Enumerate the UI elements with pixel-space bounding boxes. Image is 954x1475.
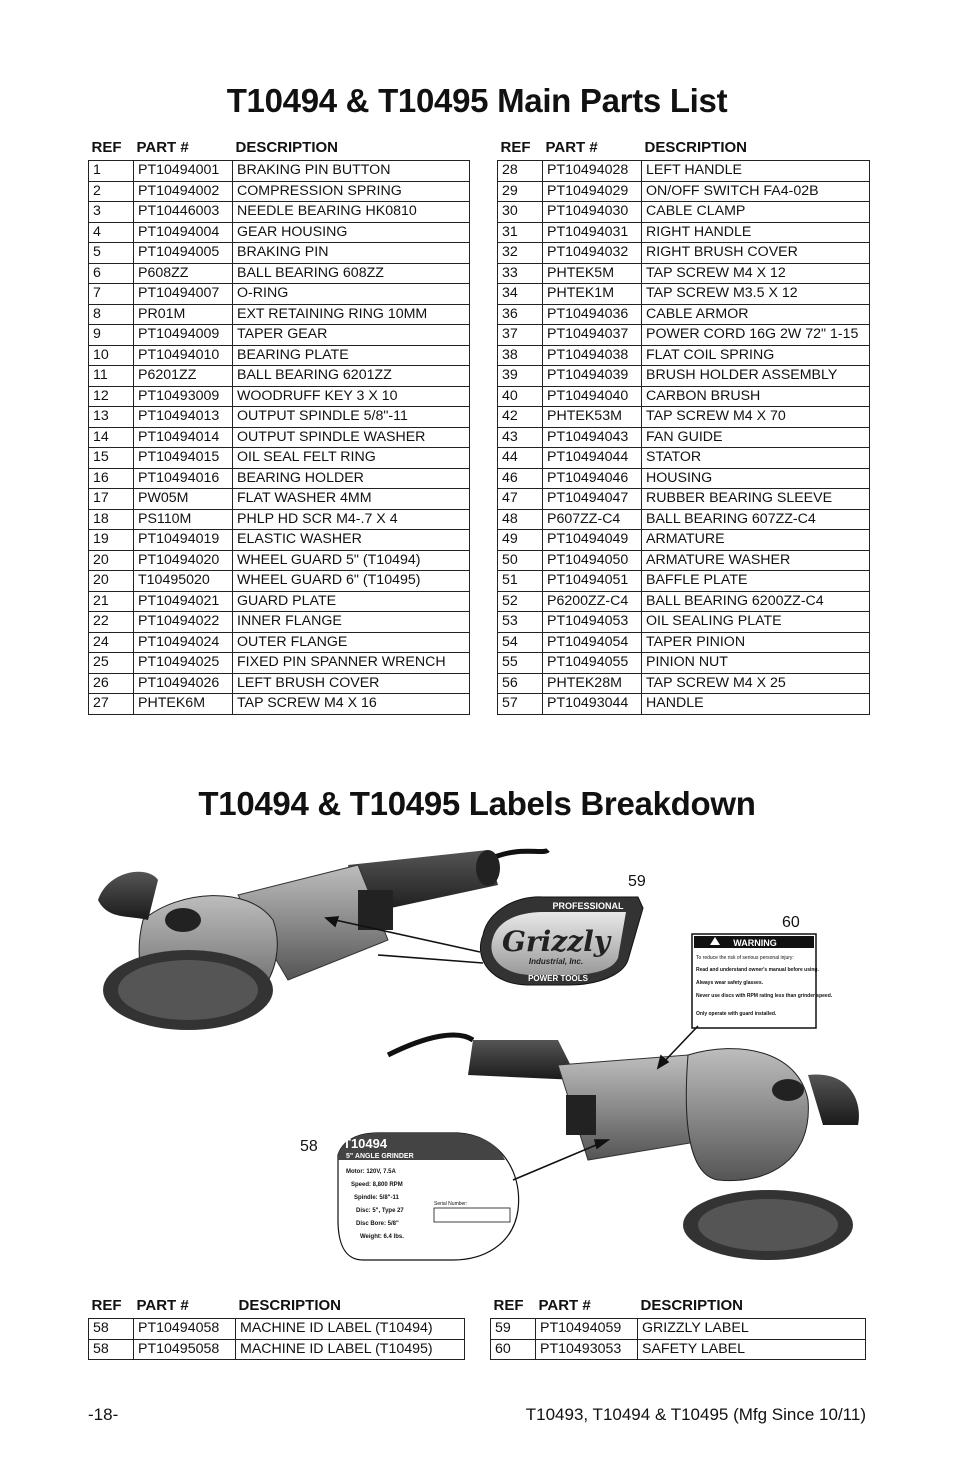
part-number-cell: PHTEK28M [543, 673, 642, 694]
table-row [89, 653, 470, 674]
table-row [498, 304, 870, 325]
description-cell: BRAKING PIN [233, 243, 470, 264]
ref-header: REF [91, 1297, 122, 1314]
part-number-cell: PT10494053 [543, 612, 642, 633]
table-row [498, 448, 870, 469]
ref-header: REF [91, 139, 122, 156]
warning-item: Read and understand owner's manual before using. [696, 967, 819, 973]
part-header: PART # [538, 1297, 591, 1314]
table-row [89, 407, 470, 428]
warning-item: Always wear safety glasses. [696, 980, 763, 986]
ref-cell: 4 [89, 222, 134, 243]
description-cell: SAFETY LABEL [638, 1339, 866, 1360]
table-row [498, 468, 870, 489]
description-cell: BAFFLE PLATE [642, 571, 870, 592]
ref-cell: 56 [498, 673, 543, 694]
part-number-cell: PT10494054 [543, 632, 642, 653]
part-number-cell: PT10494024 [134, 632, 233, 653]
table-row [498, 550, 870, 571]
table-row [89, 161, 470, 182]
table-row [498, 366, 870, 387]
table-row [498, 161, 870, 182]
description-cell: TAP SCREW M4 X 70 [642, 407, 870, 428]
warning-label [692, 934, 833, 1028]
description-cell: COMPRESSION SPRING [233, 181, 470, 202]
table-row [89, 427, 470, 448]
ref-cell: 32 [498, 243, 543, 264]
table-row [89, 448, 470, 469]
serial-number-box [434, 1208, 510, 1222]
description-cell: FLAT WASHER 4MM [233, 489, 470, 510]
ref-cell: 11 [89, 366, 134, 387]
part-number-cell: PT10494039 [543, 366, 642, 387]
part-number-cell: PS110M [134, 509, 233, 530]
part-number-cell: PT10494001 [134, 161, 233, 182]
part-number-cell: PHTEK53M [543, 407, 642, 428]
part-number-cell: PT10494038 [543, 345, 642, 366]
part-number-cell: PT10446003 [134, 202, 233, 223]
callout-58: 58 [300, 1138, 318, 1155]
description-cell: TAPER GEAR [233, 325, 470, 346]
part-header: PART # [136, 139, 189, 156]
ref-cell: 50 [498, 550, 543, 571]
table-row [498, 591, 870, 612]
ref-cell: 6 [89, 263, 134, 284]
warning-item: Never use discs with RPM rating less than grinder speed. [696, 993, 833, 999]
parts-table-right [497, 134, 870, 715]
part-number-cell: P608ZZ [134, 263, 233, 284]
ref-header: REF [500, 139, 531, 156]
table-row [498, 284, 870, 305]
description-cell: O-RING [233, 284, 470, 305]
description-cell: TAPER PINION [642, 632, 870, 653]
description-cell: GUARD PLATE [233, 591, 470, 612]
description-cell: TAP SCREW M4 X 25 [642, 673, 870, 694]
ref-cell: 40 [498, 386, 543, 407]
description-cell: TAP SCREW M3.5 X 12 [642, 284, 870, 305]
table-row [89, 673, 470, 694]
table-row [89, 304, 470, 325]
part-number-cell: PT10494021 [134, 591, 233, 612]
ref-cell: 55 [498, 653, 543, 674]
ref-cell: 38 [498, 345, 543, 366]
table-row [89, 1319, 465, 1340]
description-cell: BALL BEARING 607ZZ-C4 [642, 509, 870, 530]
table-row [498, 489, 870, 510]
ref-cell: 33 [498, 263, 543, 284]
part-number-cell: PT10494010 [134, 345, 233, 366]
description-cell: FLAT COIL SPRING [642, 345, 870, 366]
description-cell: MACHINE ID LABEL (T10495) [236, 1339, 465, 1360]
ref-cell: 8 [89, 304, 134, 325]
ref-cell: 5 [89, 243, 134, 264]
description-cell: BEARING HOLDER [233, 468, 470, 489]
table-row [498, 427, 870, 448]
description-cell: HOUSING [642, 468, 870, 489]
part-number-cell: PT10494049 [543, 530, 642, 551]
table-row [498, 571, 870, 592]
description-cell: WHEEL GUARD 6" (T10495) [233, 571, 470, 592]
ref-cell: 52 [498, 591, 543, 612]
id-label-spec: Spindle: 5/8"-11 [354, 1195, 399, 1201]
table-row [89, 202, 470, 223]
labels-table-left [88, 1292, 465, 1360]
description-cell: PHLP HD SCR M4-.7 X 4 [233, 509, 470, 530]
part-number-cell: PT10494051 [543, 571, 642, 592]
description-cell: BRAKING PIN BUTTON [233, 161, 470, 182]
part-number-cell: PHTEK5M [543, 263, 642, 284]
table-row [89, 386, 470, 407]
ref-cell: 21 [89, 591, 134, 612]
part-number-cell: PT10494028 [543, 161, 642, 182]
part-number-cell: PT10494013 [134, 407, 233, 428]
description-cell: WHEEL GUARD 5" (T10494) [233, 550, 470, 571]
description-cell: ELASTIC WASHER [233, 530, 470, 551]
ref-cell: 14 [89, 427, 134, 448]
table-row [89, 612, 470, 633]
table-row [491, 1339, 866, 1360]
table-row [89, 530, 470, 551]
page-number: -18- [88, 1405, 119, 1424]
part-number-cell: PT10494005 [134, 243, 233, 264]
id-label-model: T10494 [343, 1136, 388, 1151]
table-row [89, 468, 470, 489]
description-cell: NEEDLE BEARING HK0810 [233, 202, 470, 223]
ref-cell: 7 [89, 284, 134, 305]
table-row [498, 530, 870, 551]
ref-cell: 59 [491, 1319, 536, 1340]
machine-id-label [338, 1133, 519, 1260]
table-row [498, 325, 870, 346]
description-cell: FAN GUIDE [642, 427, 870, 448]
grinder-illustration [88, 840, 870, 1280]
part-number-cell: PHTEK1M [543, 284, 642, 305]
part-number-cell: PT10494047 [543, 489, 642, 510]
description-cell: ARMATURE WASHER [642, 550, 870, 571]
description-cell: ON/OFF SWITCH FA4-02B [642, 181, 870, 202]
ref-cell: 60 [491, 1339, 536, 1360]
id-label-spec: Motor: 120V, 7.5A [346, 1169, 396, 1175]
ref-cell: 12 [89, 386, 134, 407]
ref-cell: 39 [498, 366, 543, 387]
id-label-spec: Disc: 5", Type 27 [356, 1208, 404, 1214]
ref-cell: 3 [89, 202, 134, 223]
part-number-cell: P6201ZZ [134, 366, 233, 387]
description-cell: RIGHT BRUSH COVER [642, 243, 870, 264]
warning-label-title: WARNING [733, 938, 777, 948]
model-footer: T10493, T10494 & T10495 (Mfg Since 10/11) [525, 1405, 866, 1424]
table-row [89, 325, 470, 346]
ref-cell: 42 [498, 407, 543, 428]
description-header: DESCRIPTION [644, 139, 748, 156]
description-cell: OUTER FLANGE [233, 632, 470, 653]
labels-figure [88, 840, 870, 1280]
grizzly-label-bottom: POWER TOOLS [528, 974, 588, 983]
warning-label-intro: To reduce the risk of serious personal injury: [696, 955, 794, 961]
ref-cell: 48 [498, 509, 543, 530]
description-header: DESCRIPTION [235, 139, 339, 156]
ref-cell: 51 [498, 571, 543, 592]
ref-cell: 28 [498, 161, 543, 182]
description-cell: BRUSH HOLDER ASSEMBLY [642, 366, 870, 387]
table-row [498, 632, 870, 653]
ref-cell: 26 [89, 673, 134, 694]
ref-cell: 43 [498, 427, 543, 448]
description-cell: FIXED PIN SPANNER WRENCH [233, 653, 470, 674]
ref-cell: 18 [89, 509, 134, 530]
ref-cell: 36 [498, 304, 543, 325]
part-number-cell: PT10493009 [134, 386, 233, 407]
part-number-cell: PT10494026 [134, 673, 233, 694]
part-number-cell: PT10494036 [543, 304, 642, 325]
table-row [89, 222, 470, 243]
ref-header: REF [493, 1297, 524, 1314]
description-cell: HANDLE [642, 694, 870, 715]
description-header: DESCRIPTION [640, 1297, 744, 1314]
table-row [89, 366, 470, 387]
part-number-cell: PT10493044 [543, 694, 642, 715]
table-row [89, 591, 470, 612]
ref-cell: 30 [498, 202, 543, 223]
part-number-cell: PT10493053 [536, 1339, 638, 1360]
part-number-cell: PT10495058 [134, 1339, 236, 1360]
ref-cell: 16 [89, 468, 134, 489]
part-header: PART # [545, 139, 598, 156]
description-cell: BALL BEARING 6200ZZ-C4 [642, 591, 870, 612]
description-cell: EXT RETAINING RING 10MM [233, 304, 470, 325]
table-row [498, 263, 870, 284]
ref-cell: 31 [498, 222, 543, 243]
description-cell: POWER CORD 16G 2W 72" 1-15 [642, 325, 870, 346]
description-cell: OUTPUT SPINDLE 5/8"-11 [233, 407, 470, 428]
part-number-cell: P6200ZZ-C4 [543, 591, 642, 612]
grizzly-label-brand: Grizzly [501, 925, 611, 958]
description-cell: STATOR [642, 448, 870, 469]
table-row [89, 571, 470, 592]
description-cell: OUTPUT SPINDLE WASHER [233, 427, 470, 448]
ref-cell: 27 [89, 694, 134, 715]
table-row [89, 243, 470, 264]
table-row [89, 489, 470, 510]
ref-cell: 49 [498, 530, 543, 551]
ref-cell: 58 [89, 1339, 134, 1360]
id-label-spec: Speed: 8,800 RPM [351, 1182, 403, 1188]
table-row [89, 345, 470, 366]
ref-cell: 10 [89, 345, 134, 366]
ref-cell: 22 [89, 612, 134, 633]
table-row [89, 632, 470, 653]
ref-cell: 44 [498, 448, 543, 469]
part-number-cell: T10495020 [134, 571, 233, 592]
callout-59: 59 [628, 873, 646, 890]
description-cell: WOODRUFF KEY 3 X 10 [233, 386, 470, 407]
ref-cell: 25 [89, 653, 134, 674]
ref-cell: 47 [498, 489, 543, 510]
id-label-spec: Disc Bore: 5/8" [356, 1221, 399, 1227]
warning-item: Only operate with guard installed. [696, 1011, 777, 1017]
description-cell: ARMATURE [642, 530, 870, 551]
description-cell: CABLE CLAMP [642, 202, 870, 223]
part-number-cell: PW05M [134, 489, 233, 510]
table-row [498, 222, 870, 243]
parts-table-left [88, 134, 470, 715]
table-row [89, 694, 470, 715]
ref-cell: 57 [498, 694, 543, 715]
description-cell: TAP SCREW M4 X 12 [642, 263, 870, 284]
part-number-cell: PT10494019 [134, 530, 233, 551]
part-number-cell: PT10494031 [543, 222, 642, 243]
ref-cell: 1 [89, 161, 134, 182]
part-number-cell: PT10494058 [134, 1319, 236, 1340]
table-row [89, 263, 470, 284]
id-label-name: 5" ANGLE GRINDER [346, 1153, 414, 1160]
part-number-cell: PT10494050 [543, 550, 642, 571]
ref-cell: 37 [498, 325, 543, 346]
description-cell: RIGHT HANDLE [642, 222, 870, 243]
part-number-cell: PT10494025 [134, 653, 233, 674]
table-row [89, 550, 470, 571]
part-number-cell: PT10494014 [134, 427, 233, 448]
grinder-upper [98, 850, 548, 1030]
part-number-cell: PHTEK6M [134, 694, 233, 715]
description-cell: MACHINE ID LABEL (T10494) [236, 1319, 465, 1340]
table-row [498, 181, 870, 202]
table-row [498, 653, 870, 674]
part-number-cell: PT10494020 [134, 550, 233, 571]
ref-cell: 19 [89, 530, 134, 551]
part-number-cell: PT10494022 [134, 612, 233, 633]
part-number-cell: PR01M [134, 304, 233, 325]
part-number-cell: PT10494059 [536, 1319, 638, 1340]
description-cell: LEFT BRUSH COVER [233, 673, 470, 694]
part-number-cell: PT10494044 [543, 448, 642, 469]
table-row [498, 345, 870, 366]
parts-list-title: T10494 & T10495 Main Parts List [226, 82, 728, 119]
grizzly-label-top: PROFESSIONAL [552, 901, 624, 911]
description-cell: TAP SCREW M4 X 16 [233, 694, 470, 715]
description-cell: OIL SEALING PLATE [642, 612, 870, 633]
description-header: DESCRIPTION [238, 1297, 342, 1314]
table-row [498, 694, 870, 715]
ref-cell: 9 [89, 325, 134, 346]
ref-cell: 54 [498, 632, 543, 653]
part-header: PART # [136, 1297, 189, 1314]
description-cell: RUBBER BEARING SLEEVE [642, 489, 870, 510]
table-row [89, 284, 470, 305]
ref-cell: 53 [498, 612, 543, 633]
description-cell: OIL SEAL FELT RING [233, 448, 470, 469]
description-cell: CABLE ARMOR [642, 304, 870, 325]
table-row [498, 407, 870, 428]
part-number-cell: PT10494032 [543, 243, 642, 264]
part-number-cell: PT10494040 [543, 386, 642, 407]
grizzly-label-sub: Industrial, Inc. [528, 957, 584, 966]
ref-cell: 20 [89, 571, 134, 592]
ref-cell: 34 [498, 284, 543, 305]
part-number-cell: PT10494029 [543, 181, 642, 202]
ref-cell: 46 [498, 468, 543, 489]
id-label-serial: Serial Number: [434, 1201, 468, 1207]
part-number-cell: PT10494046 [543, 468, 642, 489]
labels-table-right [490, 1292, 866, 1360]
part-number-cell: PT10494055 [543, 653, 642, 674]
part-number-cell: PT10494002 [134, 181, 233, 202]
description-cell: LEFT HANDLE [642, 161, 870, 182]
part-number-cell: PT10494043 [543, 427, 642, 448]
description-cell: BEARING PLATE [233, 345, 470, 366]
part-number-cell: PT10494037 [543, 325, 642, 346]
table-row [498, 243, 870, 264]
table-row [498, 612, 870, 633]
callout-60: 60 [782, 914, 800, 931]
ref-cell: 58 [89, 1319, 134, 1340]
table-row [498, 509, 870, 530]
description-cell: PINION NUT [642, 653, 870, 674]
description-cell: BALL BEARING 608ZZ [233, 263, 470, 284]
ref-cell: 13 [89, 407, 134, 428]
part-number-cell: PT10494007 [134, 284, 233, 305]
labels-breakdown-title: T10494 & T10495 Labels Breakdown [198, 785, 756, 822]
grizzly-label [480, 897, 643, 985]
description-cell: GEAR HOUSING [233, 222, 470, 243]
description-cell: CARBON BRUSH [642, 386, 870, 407]
description-cell: GRIZZLY LABEL [638, 1319, 866, 1340]
part-number-cell: P607ZZ-C4 [543, 509, 642, 530]
ref-cell: 20 [89, 550, 134, 571]
ref-cell: 29 [498, 181, 543, 202]
table-row [89, 181, 470, 202]
ref-cell: 2 [89, 181, 134, 202]
part-number-cell: PT10494004 [134, 222, 233, 243]
table-row [498, 202, 870, 223]
table-row [498, 386, 870, 407]
part-number-cell: PT10494030 [543, 202, 642, 223]
part-number-cell: PT10494016 [134, 468, 233, 489]
table-row [89, 509, 470, 530]
part-number-cell: PT10494009 [134, 325, 233, 346]
id-label-spec: Weight: 6.4 lbs. [360, 1234, 404, 1240]
table-row [498, 673, 870, 694]
table-row [89, 1339, 465, 1360]
ref-cell: 17 [89, 489, 134, 510]
ref-cell: 15 [89, 448, 134, 469]
ref-cell: 24 [89, 632, 134, 653]
part-number-cell: PT10494015 [134, 448, 233, 469]
table-row [491, 1319, 866, 1340]
description-cell: INNER FLANGE [233, 612, 470, 633]
description-cell: BALL BEARING 6201ZZ [233, 366, 470, 387]
